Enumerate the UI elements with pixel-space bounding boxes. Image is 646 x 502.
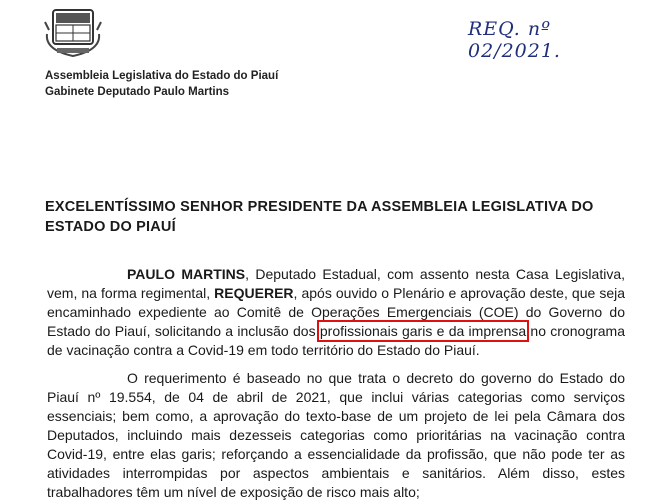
deputy-name: PAULO MARTINS [127, 266, 246, 282]
paragraph-text-b: , após ouvido o Plenário e aprovação deste, que seja encaminhado expediente ao Comitê de Operações Emergenciais (COE) do Governo do Estado do Piauí, solicitando a inclusão dos [47, 285, 625, 339]
document-title [45, 197, 620, 237]
state-coat-of-arms-seal [43, 4, 103, 60]
paragraph-text-c: no cronograma de vacinação contra a Covid-19 em todo território do Estado do Piauí. [47, 323, 625, 358]
document-header [45, 68, 278, 100]
handwritten-underline [468, 40, 628, 42]
paragraph-justification [47, 369, 625, 502]
paragraph-text-a: , Deputado Estadual, com assento nesta Casa Legislativa, vem, na forma regimental, [47, 266, 625, 301]
office-name: Gabinete Deputado Paulo Martins [45, 86, 230, 98]
justification-text: O requerimento é baseado no que trata o decreto do governo do Estado do Piauí nº 19.554, de 04 de abril de 2021, que inclui várias categorias como serviços essenciais; bem como, a aprovação do texto-base de um projeto de lei pela Câmara dos Deputados, incluindo mais dezesseis categorias como prioritárias na vacinação contra Covid-19, entre elas garis; reforçando a essencialidade da profissão, que não pode ter as atividades interrompidas por aspectos ambientais e sanitários. Além disso, estes trabalhadores têm um nível de exposição de risco mais alto; [47, 370, 625, 500]
institution-name: Assembleia Legislativa do Estado do Piauí [45, 70, 279, 82]
title-line-2: ESTADO DO PIAUÍ [45, 219, 176, 235]
paragraph-request [47, 265, 625, 360]
highlighted-professions: profissionais garis e da imprensa [319, 323, 527, 339]
handwritten-request-number: REQ. nº 02/2021. [468, 18, 561, 62]
request-verb: REQUERER [214, 285, 294, 301]
title-line-1: EXCELENTÍSSIMO SENHOR PRESIDENTE DA ASSEMBLEIA LEGISLATIVA DO [45, 199, 594, 215]
